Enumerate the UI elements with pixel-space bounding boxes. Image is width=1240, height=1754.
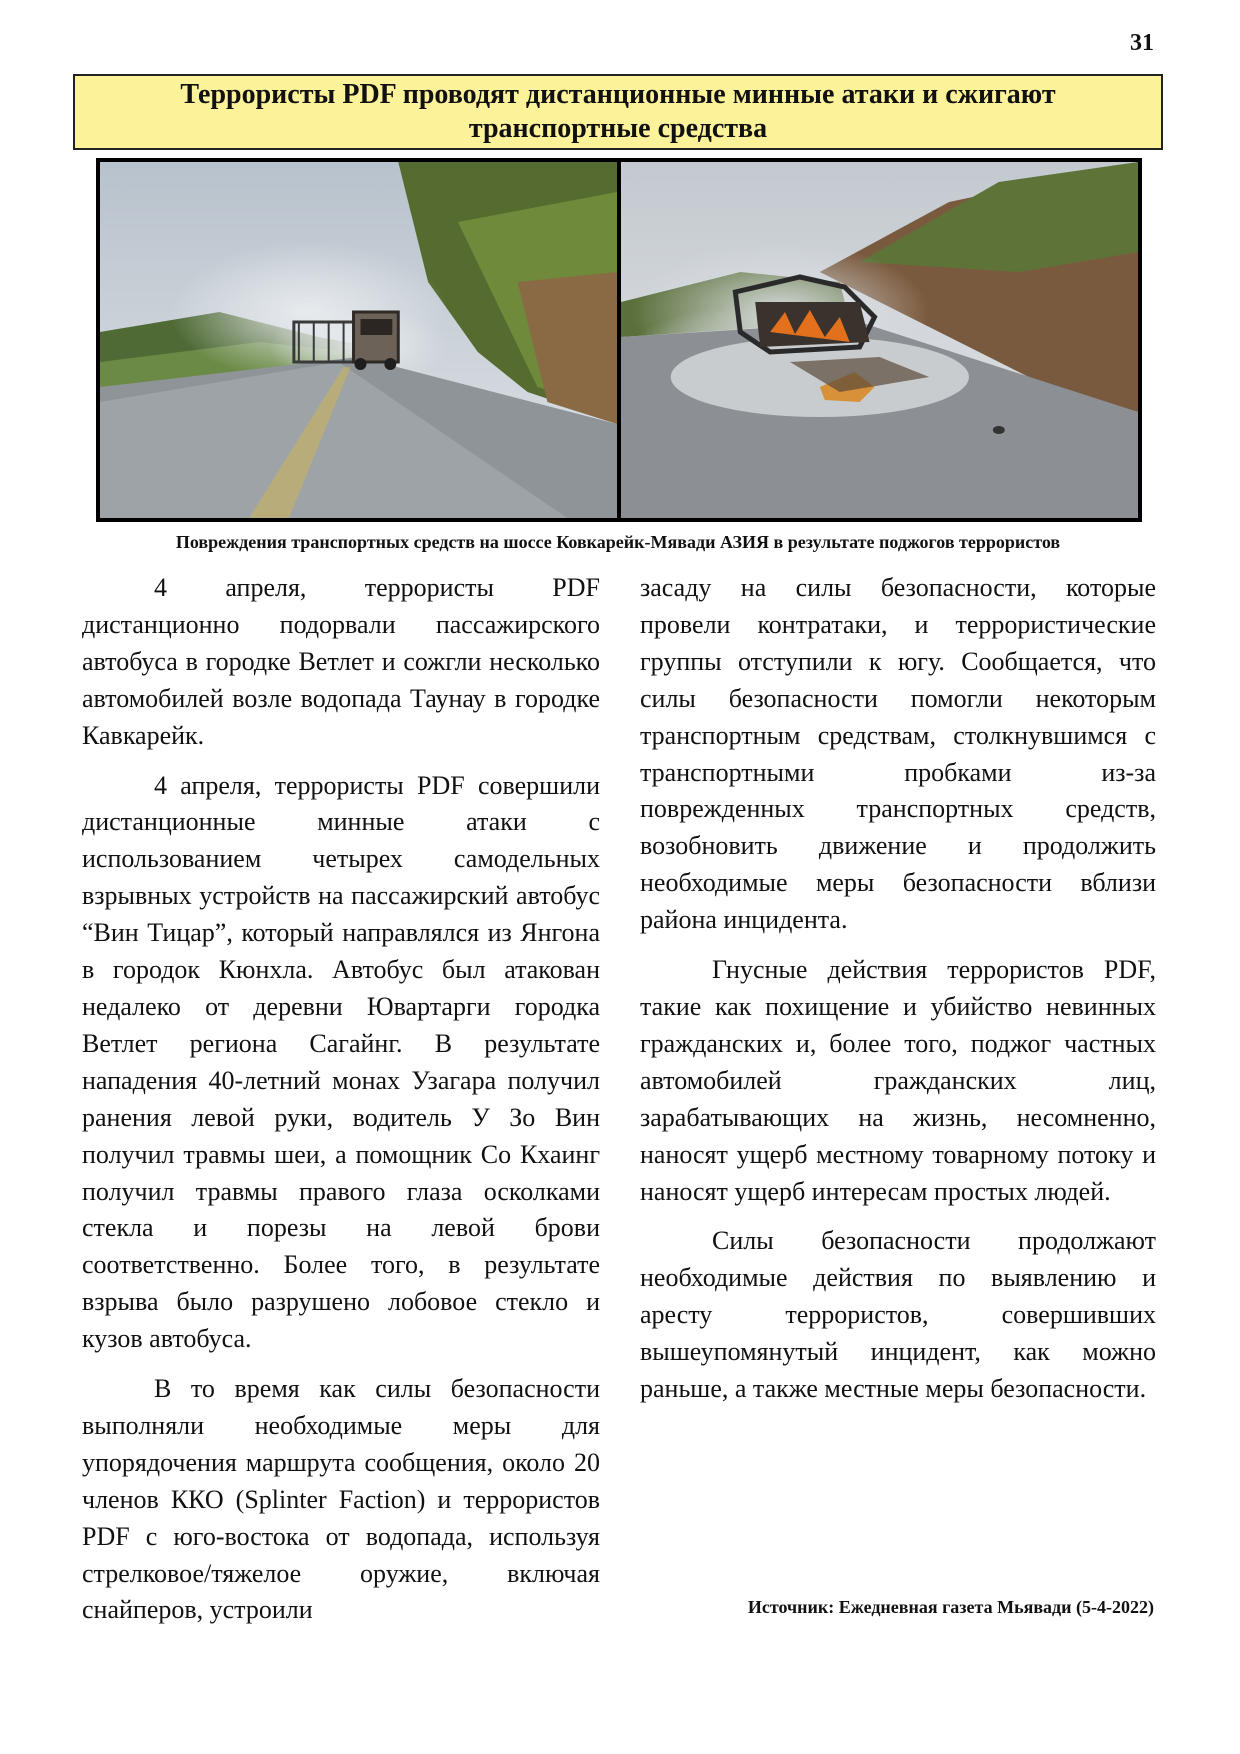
source-credit: Источник: Ежедневная газета Мьявади (5-4-2022) — [747, 1597, 1154, 1617]
paragraph: Силы безопасности продолжают необходимые действия по выявлению и аресту террористов, совершивших вышеупомянутый инцидент, как можно раньше, а также местные меры безопасности. — [640, 1226, 1156, 1404]
headline-banner — [73, 74, 1163, 150]
photo-strip — [96, 158, 1142, 522]
headline-title: Террористы PDF проводят дистанционные минные атаки и сжигают транспортные средства — [180, 79, 1056, 144]
paragraph: В то время как силы безопасности выполняли необходимые меры для упорядочения маршрута сообщения, около 20 членов ККО (Splinter Faction) и террористов PDF с юго-востока от водопада, используя стрелковое/тяжелое оружие, включая снайперов, устроили — [82, 1374, 600, 1625]
paragraph: Гнусные действия террористов PDF, такие как похищение и убийство невинных гражданских и, более того, поджог частных автомобилей гражданских лиц, зарабатывающих на жизнь, несомненно, наносят ущерб местному товарному потоку и наносят ущерб интересам простых людей. — [640, 955, 1156, 1206]
paragraph: засаду на силы безопасности, которые провели контратаки, и террористические группы отступили к югу. Сообщается, что силы безопасности помогли некоторым транспортным средствам, столкнувшимся с транспортными пробками из-за поврежденных транспортных средств, возобновить движение и продолжить необходимые меры безопасности вблизи района инцидента. — [640, 573, 1156, 935]
page-number: 31 — [1130, 30, 1154, 56]
photo-caption: Повреждения транспортных средств на шоссе Ковкарейк-Мявади АЗИЯ в результате поджогов террористов — [175, 532, 1061, 552]
photo-burned-truck — [100, 162, 617, 518]
article-column-right — [640, 570, 1156, 1421]
article-column-left — [82, 570, 600, 1642]
paragraph: 4 апреля, террористы PDF дистанционно подорвали пассажирского автобуса в городке Ветлет и сожгли несколько автомобилей возле водопада Таунау в городке Кавкарейк. — [82, 573, 600, 750]
paragraph: 4 апреля, террористы PDF совершили дистанционные минные атаки с использованием четырех самодельных взрывных устройств на пассажирский автобус “Вин Тицар”, который направлялся из Янгона в городок Кюнхла. Автобус был атакован недалеко от деревни Ювартарги городка Ветлет региона Сагайнг. В результате нападения 40-летний монах Узагара получил ранения левой руки, водитель У Зо Вин получил травмы шеи, а помощник Со Кхаинг получил травмы правого глаза осколками стекла и порезы на левой брови соответственно. Более того, в результате взрыва было разрушено лобовое стекло и кузов автобуса. — [82, 770, 600, 1354]
photo-burning-vehicle — [621, 162, 1138, 518]
